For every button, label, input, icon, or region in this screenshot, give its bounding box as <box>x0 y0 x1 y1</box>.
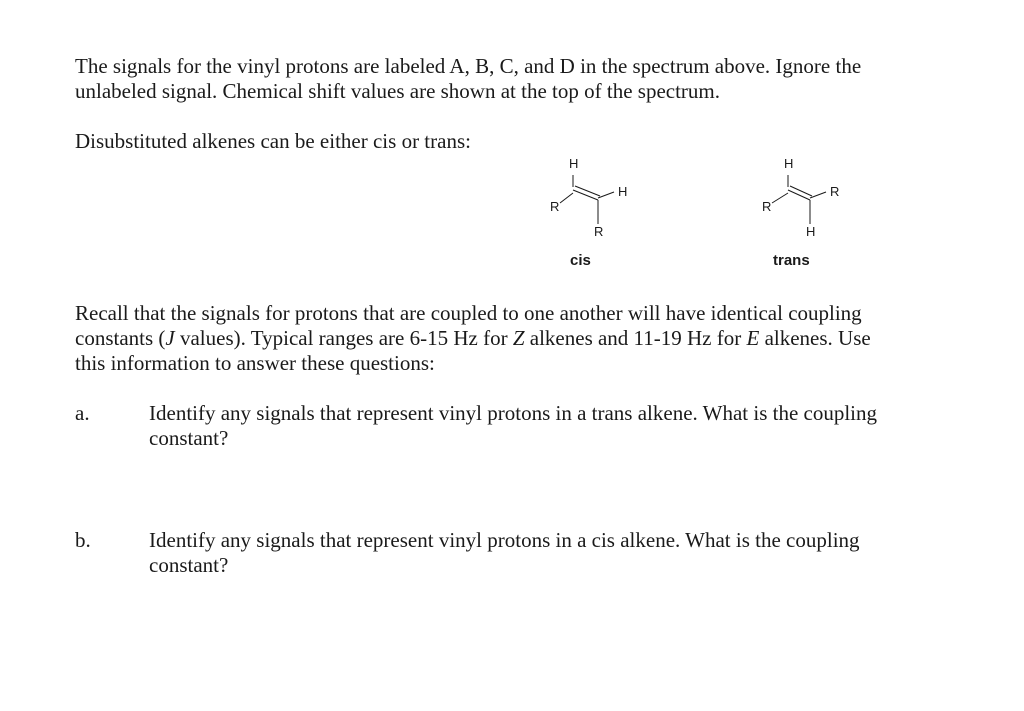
trans-atom-right: R <box>830 184 840 199</box>
cis-atom-right: H <box>618 184 628 199</box>
question-a-line-2: constant? <box>149 426 229 450</box>
question-b-line-2: constant? <box>149 553 229 577</box>
cis-atom-top: H <box>569 156 579 171</box>
trans-double-bond-b <box>790 186 812 196</box>
trans-atom-bottom: H <box>806 224 816 239</box>
trans-bond-right <box>810 192 826 198</box>
recall-line-2-post: alkenes. Use <box>759 326 871 350</box>
cis-double-bond-b <box>575 186 600 196</box>
trans-atom-left: R <box>762 199 772 214</box>
cis-caption: cis <box>570 252 591 269</box>
recall-paragraph <box>75 301 955 376</box>
trans-caption: trans <box>773 252 810 269</box>
intro-line-1: The signals for the vinyl protons are labeled A, B, C, and D in the spectrum above. Ignore the <box>75 54 862 78</box>
cis-atom-bottom: R <box>594 224 604 239</box>
cis-double-bond-a <box>573 190 598 200</box>
recall-e-symbol: E <box>746 326 760 350</box>
trans-bond-left <box>772 193 788 203</box>
question-a-label: a. <box>75 401 90 425</box>
recall-z-symbol: Z <box>512 326 525 350</box>
cis-atom-left: R <box>550 199 560 214</box>
recall-line-2-mid: values). Typical ranges are 6-15 Hz for <box>174 326 513 350</box>
question-a-line-1: Identify any signals that represent vinyl protons in a trans alkene. What is the coupling <box>149 401 878 425</box>
recall-line-2-pre: constants ( <box>75 326 166 350</box>
cis-alkene-structure <box>550 156 627 269</box>
intro-paragraph <box>75 54 955 104</box>
recall-line-3: this information to answer these questions: <box>75 351 435 375</box>
intro-line-2: unlabeled signal. Chemical shift values are shown at the top of the spectrum. <box>75 79 720 103</box>
cis-bond-right <box>598 192 614 198</box>
question-b-label: b. <box>75 528 91 552</box>
question-a-text <box>149 401 949 451</box>
recall-line-2 <box>75 326 955 351</box>
trans-alkene-structure <box>762 156 839 269</box>
recall-j-symbol: J <box>165 326 175 350</box>
cis-bond-left <box>560 193 573 203</box>
question-b-text <box>149 528 949 578</box>
question-b-line-1: Identify any signals that represent vinyl protons in a cis alkene. What is the coupling <box>149 528 860 552</box>
recall-line-1: Recall that the signals for protons that are coupled to one another will have identical coupling <box>75 301 862 325</box>
disubstituted-statement: Disubstituted alkenes can be either cis or trans: <box>75 129 471 153</box>
trans-double-bond-a <box>788 190 810 200</box>
trans-atom-top: H <box>784 156 794 171</box>
recall-line-2-mid2: alkenes and 11-19 Hz for <box>524 326 747 350</box>
